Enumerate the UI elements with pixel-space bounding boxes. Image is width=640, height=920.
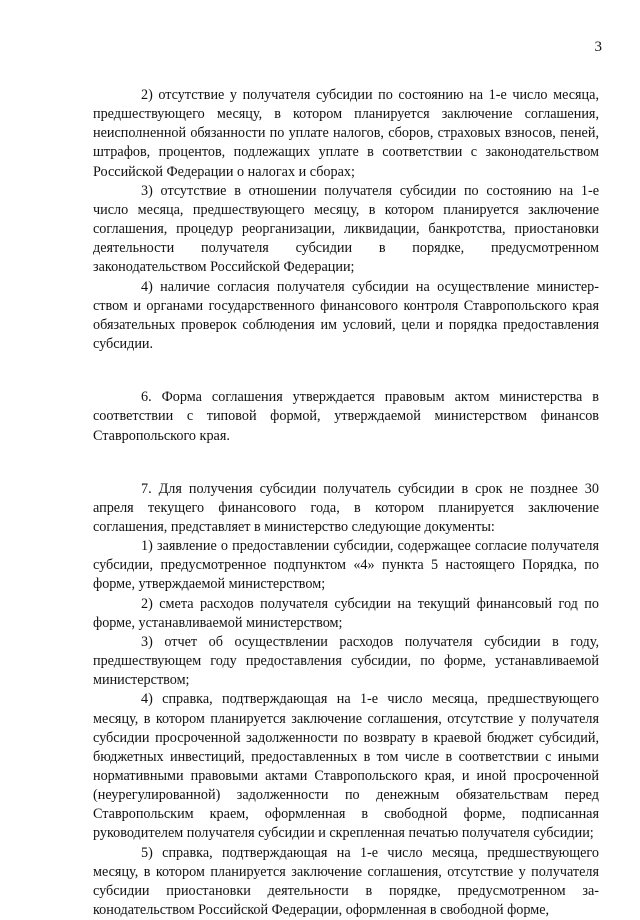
paragraph-item-3-no-reorganization: 3) отсутствие в отношении получателя субсидии по состоянию на 1-е число месяца, предшествующего месяцу, в котором планируется заключение соглашения, процедур реорганизации, ликвидации, банкротства, приостановки деятельности получателя субсидии в порядке, предусмотренном законодательством Российской Федерации; (93, 182, 599, 276)
paragraph-section-6-agreement-form: 6. Форма соглашения утверждается правовым актом министерства в соответствии с типовой формой, утверждаемой министерством финансов Ставропольского края. (93, 389, 599, 444)
paragraph-doc-5-suspension-certificate: 5) справка, подтверждающая на 1-е число месяца, предшествующего месяцу, в котором планируется заключение соглашения, отсутствие у получателя субсидии приостановки деятельности в порядке, предусмотренном законодательством Российской Федерации, оформленная в свободной форме, (93, 844, 599, 919)
document-body (93, 86, 599, 920)
paragraph-doc-1-application: 1) заявление о предоставлении субсидии, содержащее согласие получателя субсидии, предусмотренное подпунктом «4» пункта 5 настоящего Порядка, по форме, утверждаемой министерством; (93, 538, 599, 593)
paragraph-doc-3-expense-report: 3) отчет об осуществлении расходов получателя субсидии в году, предшествующем году предоставления субсидии, по форме, устанавливаемой министерством; (93, 633, 599, 689)
page-number: 3 (594, 39, 602, 55)
paragraph-item-4-consent-inspections: 4) наличие согласия получателя субсидии на осуществление министерством и органами государственного финансового контроля Ставропольского края обязательных проверок соблюдения им условий, цели и порядка предоставления субсидии. (93, 278, 599, 353)
paragraph-section-7-documents: 7. Для получения субсидии получатель субсидии в срок не позднее 30 апреля текущего финансового года, в котором планируется заключение соглашения, представляет в министерство следующие документы: (93, 480, 599, 535)
paragraph-item-2-tax-arrears: 2) отсутствие у получателя субсидии по состоянию на 1-е число месяца, предшествующего месяцу, в котором планируется заключение соглашения, неисполненной обязанности по уплате налогов, сборов, страховых взносов, пеней, штрафов, процентов, подлежащих уплате в соответствии с законодательством Российской Федерации о налогах и сборах; (93, 87, 599, 180)
paragraph-doc-2-cost-estimate: 2) смета расходов получателя субсидии на текущий финансовый год по форме, устанавливаемой министерством; (93, 595, 599, 631)
paragraph-doc-4-debt-certificate: 4) справка, подтверждающая на 1-е число месяца, предшествующего месяцу, в котором планируется заключение соглашения, отсутствие у получателя субсидии просроченной задолженности по возврату в краевой бюджет субсидий, бюджетных инвестиций, предоставленных в том числе в соответствии с иными нормативными правовыми актами Ставропольского края, и иной просроченной (неурегулированной) задолженности по денежным обязательствам перед Ставропольским краем, оформленная в свободной форме, подписанная руководителем получателя субсидии и скрепленная печатью получателя субсидии; (93, 691, 599, 842)
